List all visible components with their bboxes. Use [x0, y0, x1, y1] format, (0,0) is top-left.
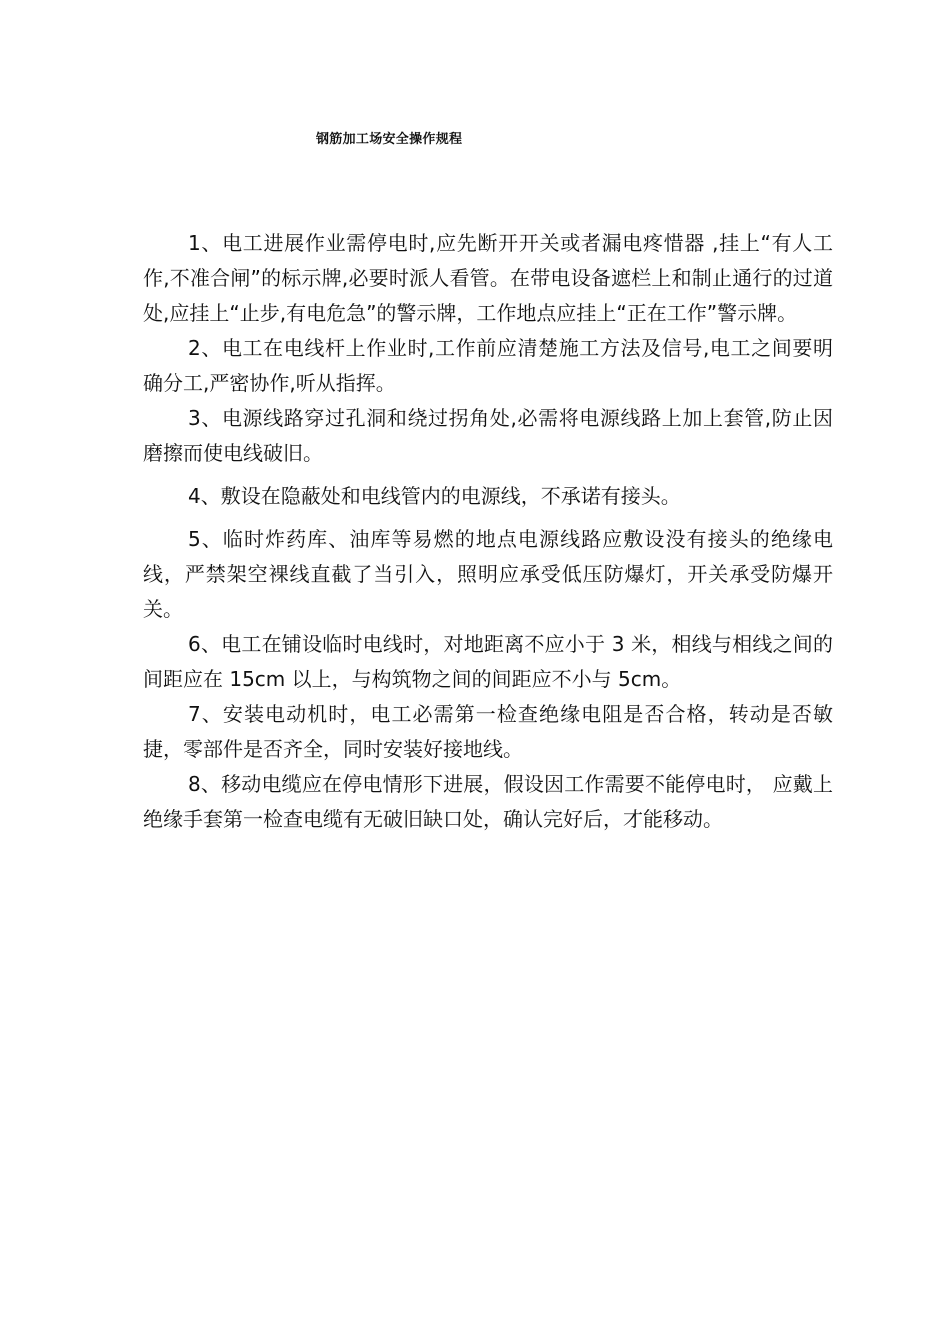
paragraph-5: 5、临时炸药库、油库等易燃的地点电源线路应敷设没有接头的绝缘电线，严禁架空裸线直截了当引入，照明应承受低压防爆灯，开关承受防爆开关。 — [143, 527, 833, 621]
document-title: 钢筋加工场安全操作规程 — [316, 132, 463, 147]
paragraph-2: 2、电工在电线杆上作业时,工作前应清楚施工方法及信号,电工之间要明确分工,严密协作,听从指挥。 — [143, 336, 833, 395]
paragraph-8: 8、移动电缆应在停电情形下进展，假设因工作需要不能停电时， 应戴上绝缘手套第一检查电缆有无破旧缺口处，确认完好后，才能移动。 — [143, 772, 833, 831]
paragraph-3: 3、电源线路穿过孔洞和绕过拐角处,必需将电源线路上加上套管,防止因磨擦而使电线破旧。 — [143, 406, 833, 465]
paragraph-6: 6、电工在铺设临时电线时，对地距离不应小于 3 米，相线与相线之间的间距应在 15cm 以上，与构筑物之间的间距应不小与 5cm。 — [143, 632, 833, 691]
paragraph-1: 1、电工进展作业需停电时,应先断开开关或者漏电疼惜器 ,挂上“有人工作,不准合闸”的标示牌,必要时派人看管。在带电设备遮栏上和制止通行的过道处,应挂上“止步,有电危急”的警示牌，工作地点应挂上“正在工作”警示牌。 — [143, 231, 833, 325]
paragraph-7: 7、安装电动机时，电工必需第一检查绝缘电阻是否合格，转动是否敏捷，零部件是否齐全，同时安装好接地线。 — [143, 702, 833, 761]
paragraph-4: 4、敷设在隐蔽处和电线管内的电源线，不承诺有接头。 — [188, 484, 681, 508]
document-body — [143, 226, 833, 837]
